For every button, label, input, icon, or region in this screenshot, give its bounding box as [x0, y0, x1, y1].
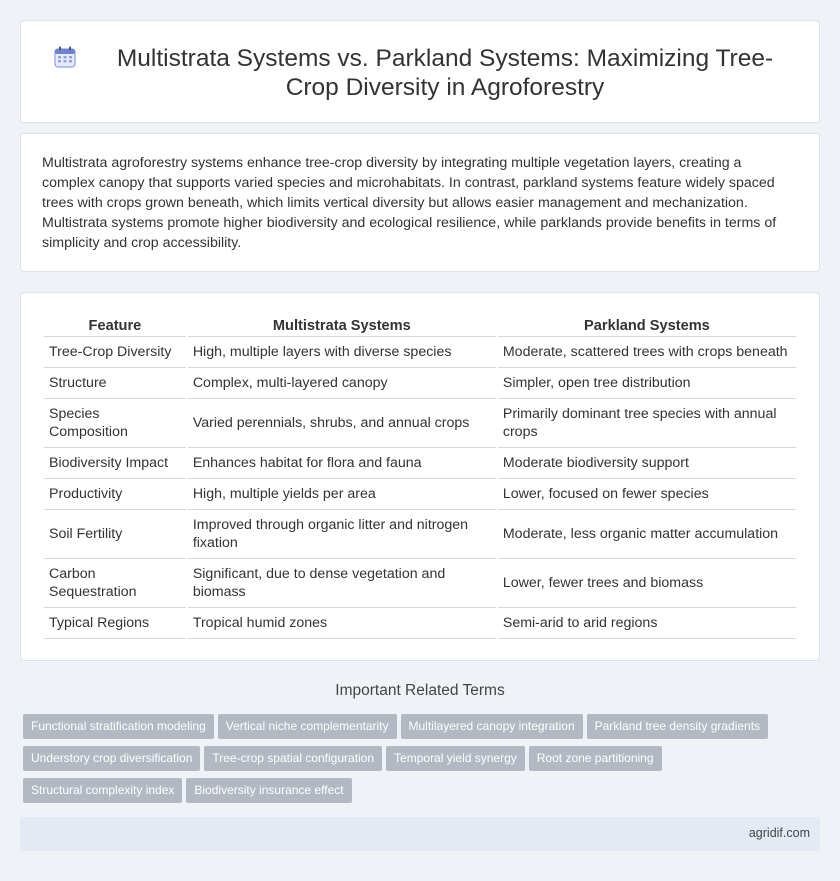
- table-row: [44, 448, 796, 479]
- related-term-tag[interactable]: Parkland tree density gradients: [587, 714, 768, 739]
- related-terms-title: Important Related Terms: [335, 682, 505, 699]
- related-term-tag[interactable]: Tree-crop spatial configuration: [204, 746, 382, 771]
- related-term-tag[interactable]: Root zone partitioning: [529, 746, 662, 771]
- footer-site-link[interactable]: agridif.com: [748, 826, 810, 840]
- intro-text: Multistrata agroforestry systems enhance tree-crop diversity by integrating multiple vegetation layers, creating a complex canopy that supports varied species and microhabitats. In contrast, parkland systems feature widely spaced trees with crops grown beneath, which limits vertical diversity but allows easier management and mechanization. Multistrata systems promote higher biodiversity and ecological resilience, while parklands provide benefits in terms of simplicity and crop accessibility.: [42, 155, 777, 251]
- table-cell-parkland: Moderate, less organic matter accumulation: [498, 510, 796, 559]
- table-cell-multistrata: Varied perennials, shrubs, and annual crops: [188, 399, 496, 448]
- related-term-tag[interactable]: Functional stratification modeling: [23, 714, 214, 739]
- intro-card: [20, 133, 820, 272]
- related-term-tag[interactable]: Vertical niche complementarity: [218, 714, 397, 739]
- comparison-table: [42, 314, 798, 639]
- table-cell-feature: Productivity: [44, 479, 186, 510]
- column-header-multistrata: Multistrata Systems: [188, 314, 496, 337]
- table-row: [44, 510, 796, 559]
- table-cell-feature: Species Composition: [44, 399, 186, 448]
- table-cell-multistrata: Complex, multi-layered canopy: [188, 368, 496, 399]
- table-cell-parkland: Lower, fewer trees and biomass: [498, 559, 796, 608]
- table-cell-parkland: Primarily dominant tree species with annual crops: [498, 399, 796, 448]
- calendar-icon: [53, 45, 77, 69]
- table-cell-feature: Structure: [44, 368, 186, 399]
- column-header-parkland: Parkland Systems: [498, 314, 796, 337]
- table-row: [44, 479, 796, 510]
- table-row: [44, 368, 796, 399]
- table-cell-feature: Biodiversity Impact: [44, 448, 186, 479]
- header-card: [20, 20, 820, 123]
- page-title: Multistrata Systems vs. Parkland Systems: Maximizing Tree-Crop Diversity in Agroforestry: [116, 45, 774, 101]
- table-row: [44, 337, 796, 368]
- related-term-tag[interactable]: Structural complexity index: [23, 778, 182, 803]
- table-cell-multistrata: Tropical humid zones: [188, 608, 496, 639]
- table-cell-parkland: Moderate biodiversity support: [498, 448, 796, 479]
- table-row: [44, 399, 796, 448]
- table-cell-feature: Carbon Sequestration: [44, 559, 186, 608]
- related-term-tag[interactable]: Understory crop diversification: [23, 746, 200, 771]
- table-cell-multistrata: Improved through organic litter and nitrogen fixation: [188, 510, 496, 559]
- table-cell-multistrata: High, multiple layers with diverse species: [188, 337, 496, 368]
- table-cell-feature: Tree-Crop Diversity: [44, 337, 186, 368]
- table-cell-parkland: Moderate, scattered trees with crops beneath: [498, 337, 796, 368]
- table-cell-parkland: Lower, focused on fewer species: [498, 479, 796, 510]
- table-cell-multistrata: Significant, due to dense vegetation and biomass: [188, 559, 496, 608]
- table-header-row: [44, 314, 796, 337]
- table-cell-feature: Soil Fertility: [44, 510, 186, 559]
- table-cell-parkland: Simpler, open tree distribution: [498, 368, 796, 399]
- related-term-tag[interactable]: Temporal yield synergy: [386, 746, 525, 771]
- table-cell-feature: Typical Regions: [44, 608, 186, 639]
- footer: [20, 817, 820, 851]
- table-row: [44, 608, 796, 639]
- column-header-feature: Feature: [44, 314, 186, 337]
- related-term-tag[interactable]: Multilayered canopy integration: [401, 714, 583, 739]
- table-cell-multistrata: High, multiple yields per area: [188, 479, 496, 510]
- table-cell-parkland: Semi-arid to arid regions: [498, 608, 796, 639]
- comparison-table-card: [20, 292, 820, 661]
- related-term-tag[interactable]: Biodiversity insurance effect: [186, 778, 351, 803]
- table-cell-multistrata: Enhances habitat for flora and fauna: [188, 448, 496, 479]
- related-terms-tags: [23, 714, 813, 810]
- table-row: [44, 559, 796, 608]
